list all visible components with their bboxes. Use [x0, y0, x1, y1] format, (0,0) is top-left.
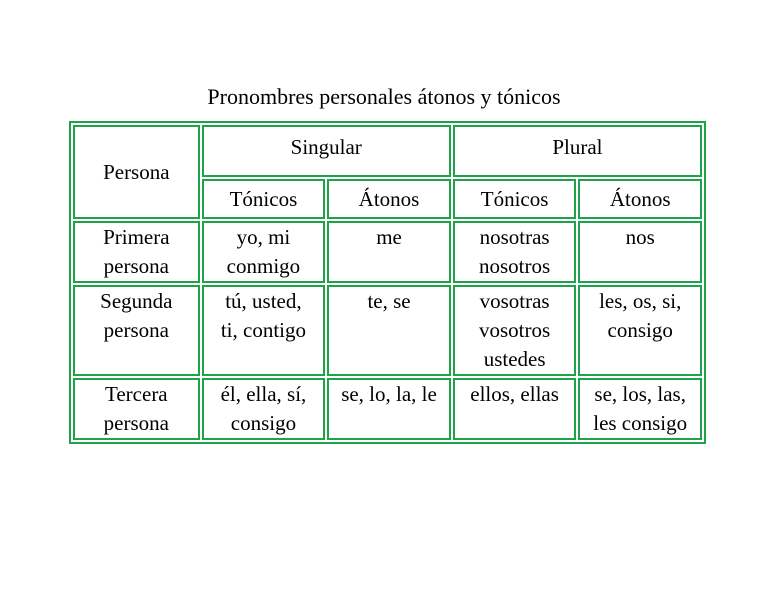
- header-plural: Plural: [453, 125, 702, 177]
- header-singular: Singular: [202, 125, 451, 177]
- cell-plural-atonos: se, los, las, les consigo: [578, 378, 702, 440]
- header-singular-atonos: Átonos: [327, 179, 451, 219]
- cell-plural-tonicos: nosotras nosotros: [453, 221, 577, 283]
- page-title: Pronombres personales átonos y tónicos: [207, 84, 561, 109]
- header-plural-atonos: Átonos: [578, 179, 702, 219]
- cell-persona: Segunda persona: [73, 285, 200, 376]
- table-header-row: [73, 125, 702, 177]
- cell-plural-atonos: nos: [578, 221, 702, 283]
- table-row-primera: [73, 221, 702, 283]
- cell-singular-atonos: me: [327, 221, 451, 283]
- cell-singular-tonicos: yo, mi conmigo: [202, 221, 326, 283]
- header-persona: Persona: [73, 125, 200, 219]
- cell-plural-tonicos: vosotras vosotros ustedes: [453, 285, 577, 376]
- pronouns-table: [69, 121, 706, 444]
- cell-singular-tonicos: él, ella, sí, consigo: [202, 378, 326, 440]
- cell-plural-atonos: les, os, si, consigo: [578, 285, 702, 376]
- cell-plural-tonicos: ellos, ellas: [453, 378, 577, 440]
- table-row-tercera: [73, 378, 702, 440]
- cell-singular-atonos: te, se: [327, 285, 451, 376]
- cell-singular-atonos: se, lo, la, le: [327, 378, 451, 440]
- cell-singular-tonicos: tú, usted, ti, contigo: [202, 285, 326, 376]
- header-singular-tonicos: Tónicos: [202, 179, 326, 219]
- header-plural-tonicos: Tónicos: [453, 179, 577, 219]
- cell-persona: Primera persona: [73, 221, 200, 283]
- table-row-segunda: [73, 285, 702, 376]
- cell-persona: Tercera persona: [73, 378, 200, 440]
